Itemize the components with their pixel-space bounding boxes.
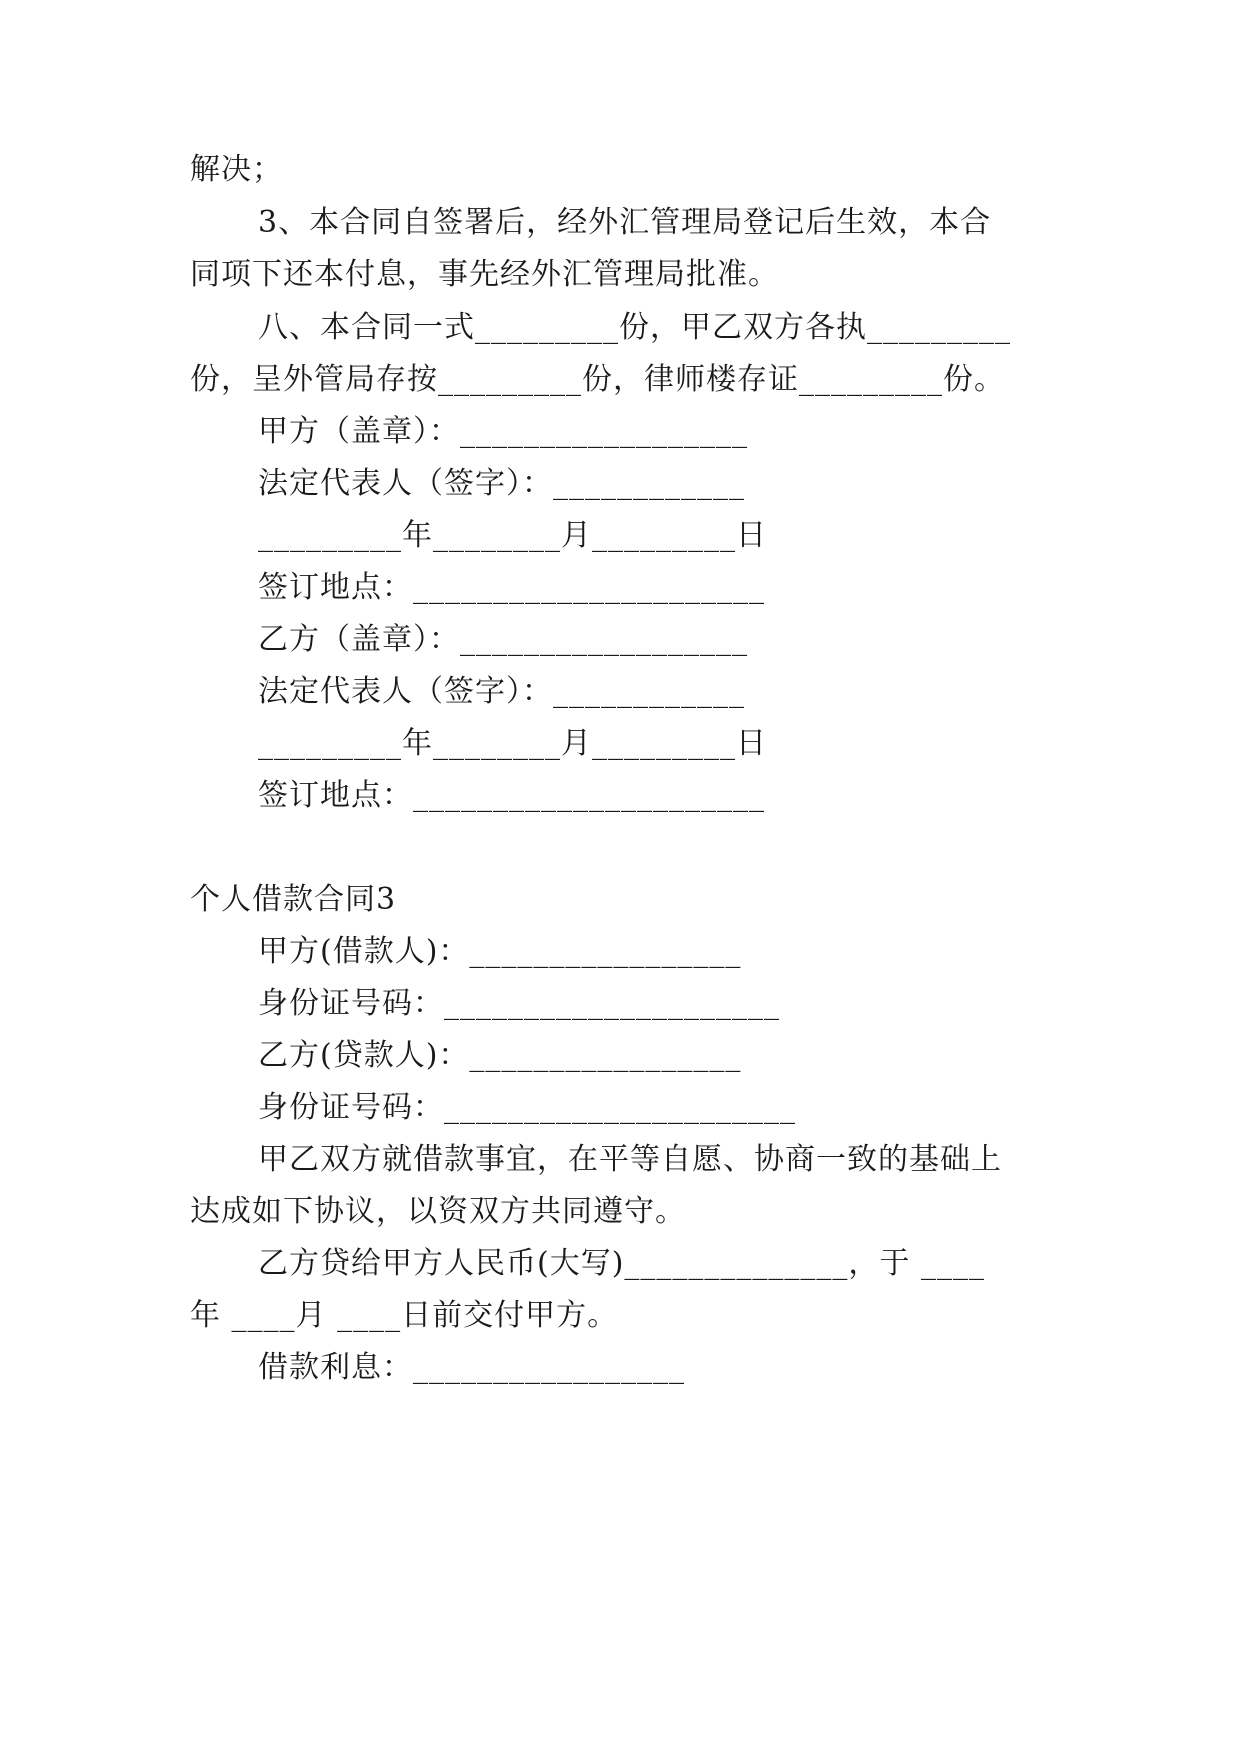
borrower-line: 甲方(借款人)：_________________	[258, 934, 742, 969]
party-a-representative-line: 法定代表人（签字）：____________	[258, 466, 745, 501]
doc-line-22: 年 ____月 ____日前交付甲方。	[190, 1298, 619, 1333]
doc-line-21: 乙方贷给甲方人民币(大写)______________，于 ____	[258, 1246, 985, 1281]
loan-interest-line: 借款利息：_________________	[258, 1350, 685, 1385]
borrower-id-line: 身份证号码：_____________________	[258, 986, 780, 1021]
party-a-date-line: _________年________月_________日	[258, 518, 767, 553]
doc-line-19: 甲乙双方就借款事宜，在平等自愿、协商一致的基础上	[258, 1142, 1002, 1177]
party-b-date-line: _________年________月_________日	[258, 726, 767, 761]
party-a-place-line: 签订地点：______________________	[258, 570, 765, 605]
section-title: 个人借款合同3	[190, 882, 397, 917]
party-b-representative-line: 法定代表人（签字）：____________	[258, 674, 745, 709]
doc-line-4: 八、本合同一式_________份，甲乙双方各执_________	[258, 310, 1011, 345]
lender-id-line: 身份证号码：______________________	[258, 1090, 796, 1125]
doc-line-2: 3、本合同自签署后，经外汇管理局登记后生效，本合	[258, 205, 992, 240]
doc-line-3: 同项下还本付息，事先经外汇管理局批准。	[190, 257, 779, 292]
party-a-seal-line: 甲方（盖章）：__________________	[258, 414, 748, 449]
doc-line-20: 达成如下协议，以资双方共同遵守。	[190, 1194, 686, 1229]
party-b-seal-line: 乙方（盖章）：__________________	[258, 622, 748, 657]
party-b-place-line: 签订地点：______________________	[258, 778, 765, 813]
doc-line-5: 份，呈外管局存按_________份，律师楼存证_________份。	[190, 362, 1005, 397]
doc-line-1: 解决；	[190, 152, 283, 187]
lender-line: 乙方(贷款人)：_________________	[258, 1038, 742, 1073]
